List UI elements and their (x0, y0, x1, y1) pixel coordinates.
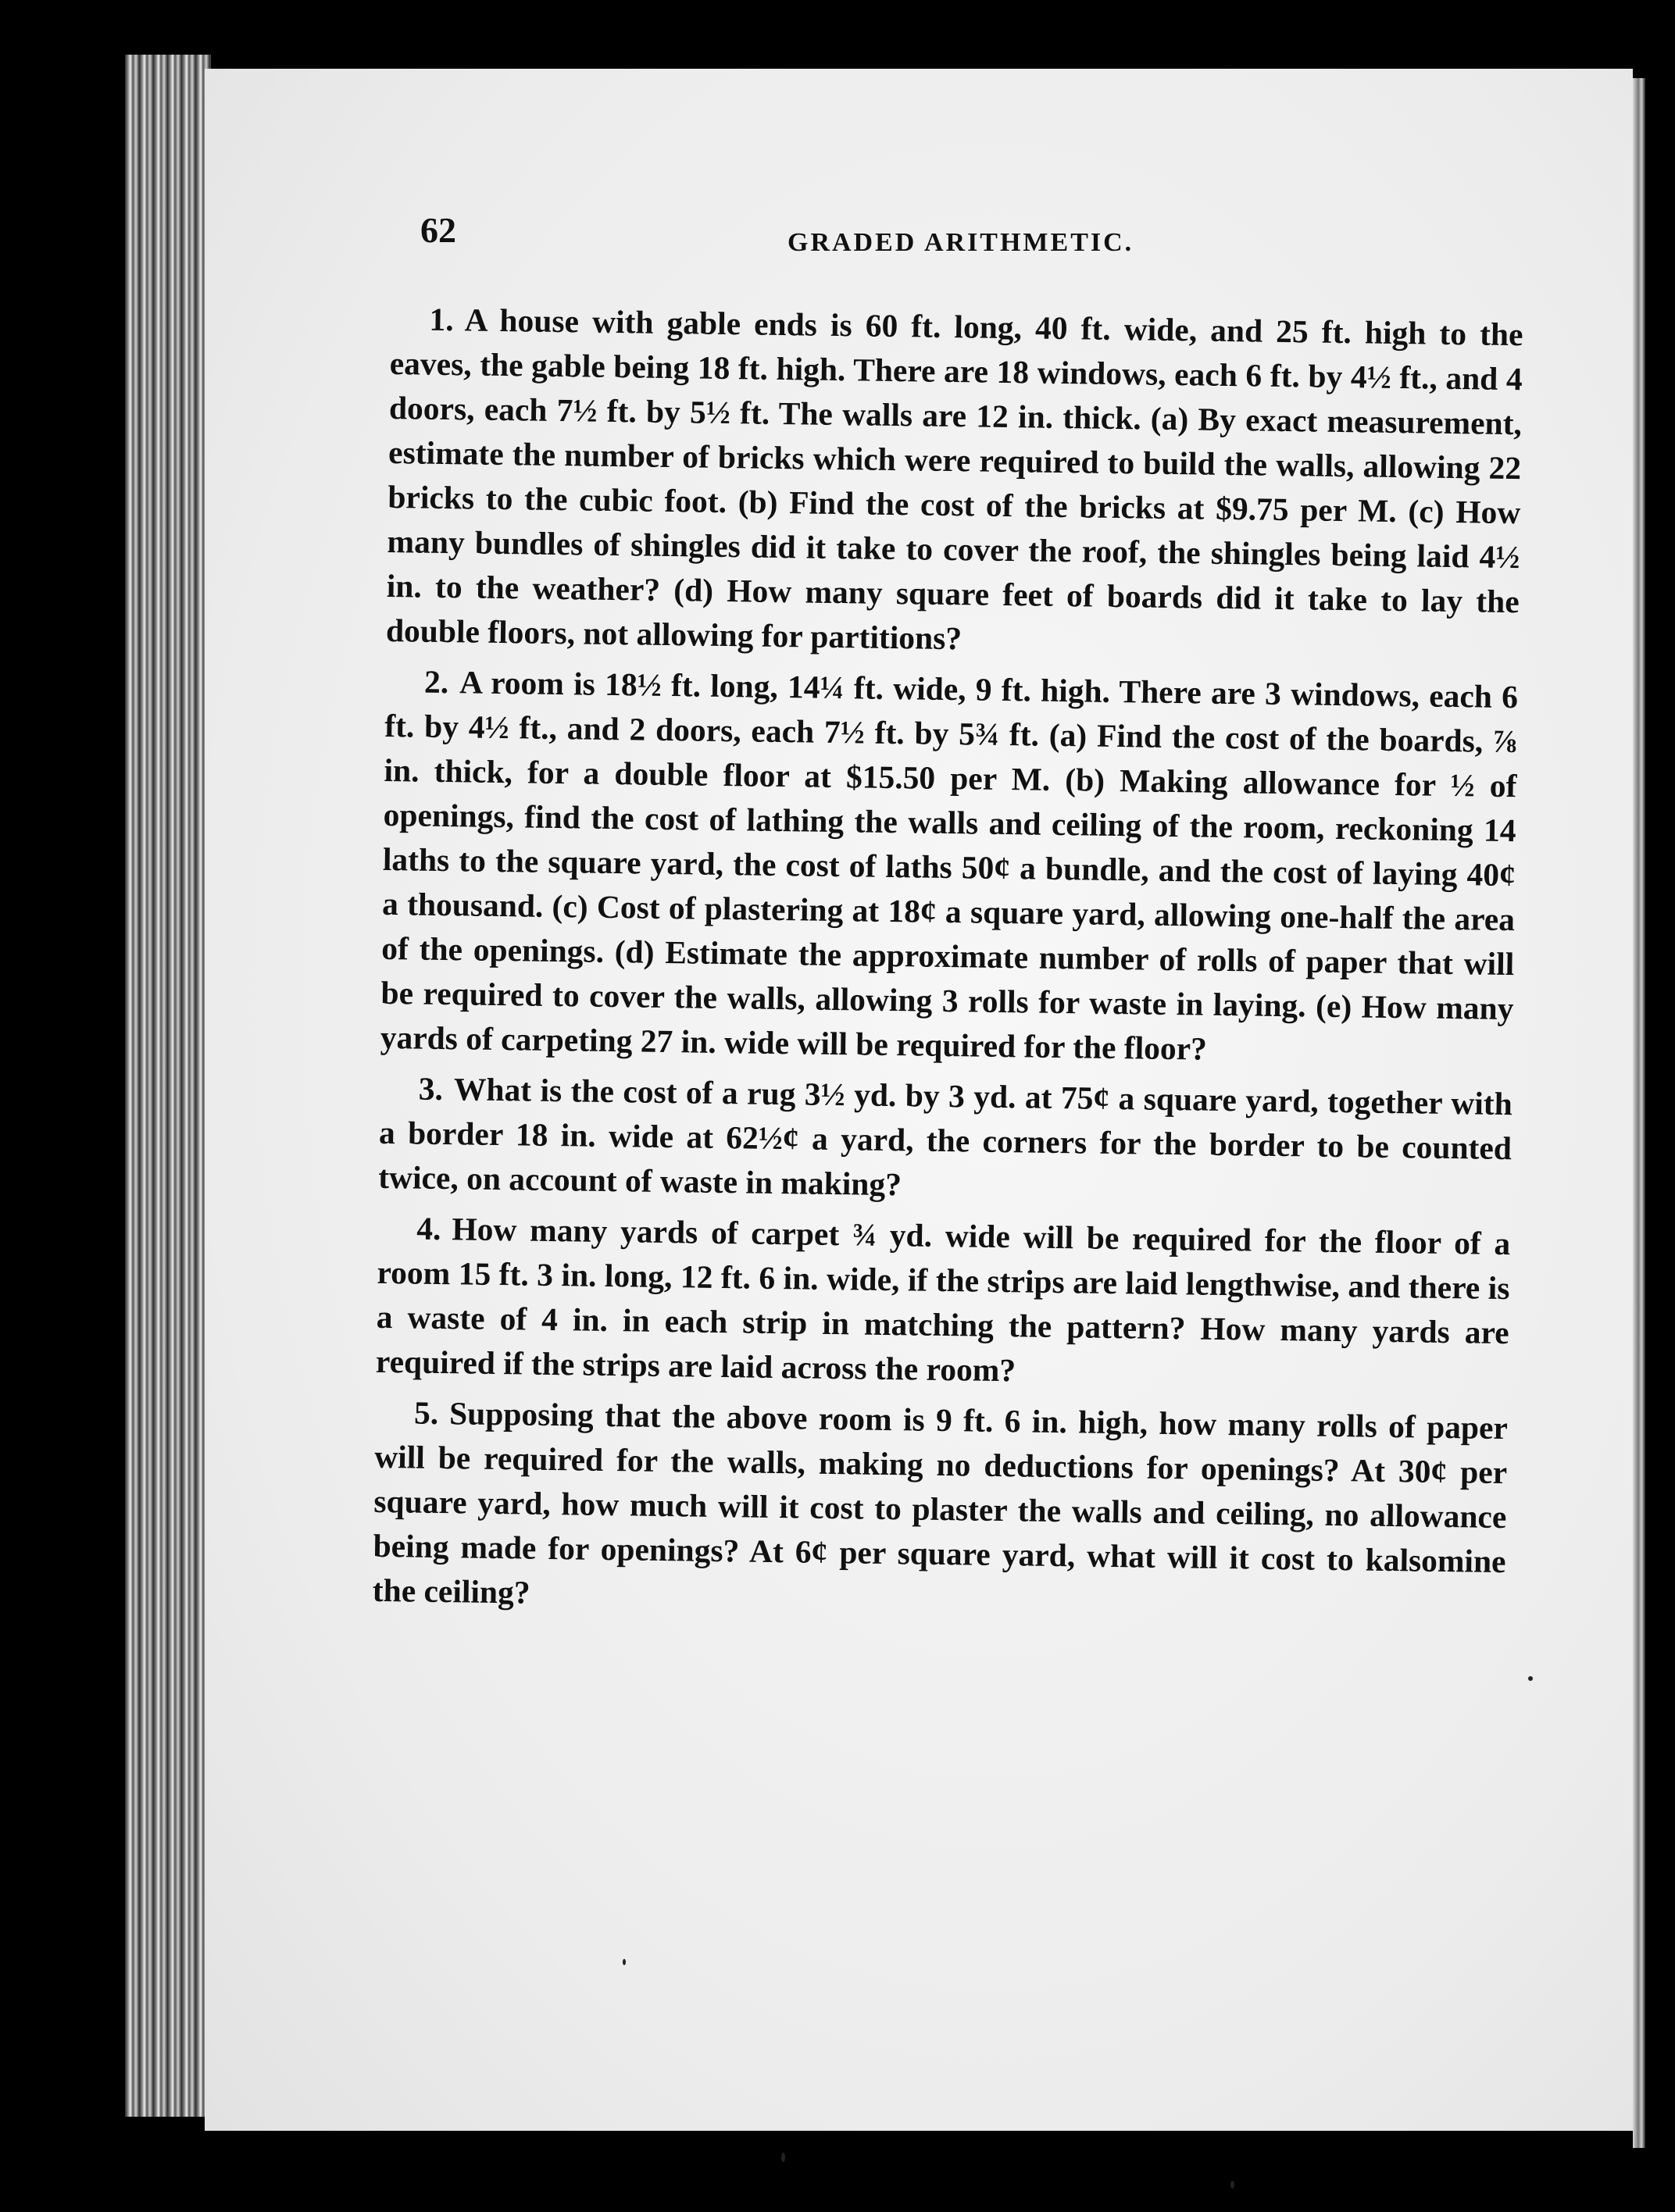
problem-number: 2. (423, 663, 449, 701)
problem-4 (376, 1206, 1511, 1400)
book-spine-edge (125, 55, 211, 2117)
scan-speck (1230, 2181, 1234, 2189)
problem-text: A house with gable ends is 60 ft. long, 40 ft. wide, and 25 ft. high to the eaves, the gable being 18 ft. high. There are 18 windows, each 6 ft. by 4½ ft., and 4 doors, each 7½ ft. by 5½ ft. The walls are 12 in. thick. (a) By exact measurement, estimate the number of bricks which were required to build the walls, allowing 22 bricks to the cubic foot. (b) Find the cost of the bricks at $9.75 per M. (c) How many bundles of shingles did it take to cover the roof, the shingles being laid 4½ in. to the weather? (d) How many square feet of boards did it take to lay the double floors, not allowing for partitions? (385, 301, 1523, 657)
problem-text: Supposing that the above room is 9 ft. 6 in. high, how many rolls of paper will be required for the walls, making no deductions for openings? At 30¢ per square yard, how much will it cost to plaster the walls and ceiling, no allowance being made for openings? At 6¢ per square yard, what will it cost to kalsomine the ceiling? (372, 1395, 1509, 1611)
scan-speck (781, 2153, 785, 2162)
page-header (420, 209, 1522, 264)
problem-number: 5. (413, 1394, 439, 1431)
problem-list (372, 297, 1523, 1635)
problem-2 (380, 659, 1518, 1076)
page-number: 62 (420, 210, 456, 250)
problem-5 (372, 1390, 1508, 1629)
problem-text: What is the cost of a rug 3½ yd. by 3 yd. at 75¢ a square yard, together with a border 18 in. wide at 62½¢ a yard, the corners for the border to be counted twice, on account of waste in making? (377, 1071, 1513, 1203)
problem-number: 1. (429, 301, 455, 338)
problem-text: How many yards of carpet ¾ yd. wide will be required for the floor of a room 15 ft. 3 in. long, 12 ft. 6 in. wide, if the strips are laid lengthwise, and there is a waste of 4 in. in each strip in matching the pattern? How many yards are required if the strips are laid across the room? (375, 1211, 1511, 1389)
scan-speck (1528, 1676, 1533, 1681)
page-right-edge (1633, 78, 1645, 2148)
problem-1 (386, 297, 1523, 669)
problem-number: 3. (418, 1070, 444, 1108)
scan-speck (623, 1959, 626, 1965)
running-title: GRADED ARITHMETIC. (788, 228, 1134, 257)
problem-text: A room is 18½ ft. long, 14¼ ft. wide, 9 ft. high. There are 3 windows, each 6 ft. by 4½ ft., and 2 doors, each 7½ ft. by 5¾ ft. (a) Find the cost of the boards, ⅞ in. thick, for a double floor at $15.50 per M. (b) Making allowance for ½ of openings, find the cost of lathing the walls and ceiling of the room, reckoning 14 laths to the square yard, the cost of laths 50¢ a bundle, and the cost of laying 40¢ a thousand. (c) Cost of plastering at 18¢ a square yard, allowing one-half the area of the openings. (d) Estimate the approximate number of rolls of paper that will be required to cover the walls, allowing 3 rolls for waste in laying. (e) How many yards of carpeting 27 in. wide will be required for the floor? (380, 664, 1519, 1067)
problem-3 (378, 1066, 1512, 1215)
problem-number: 4. (416, 1210, 441, 1247)
